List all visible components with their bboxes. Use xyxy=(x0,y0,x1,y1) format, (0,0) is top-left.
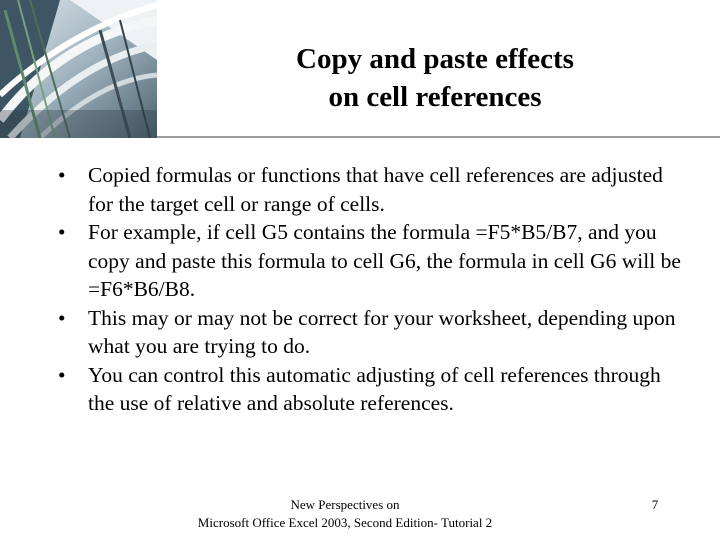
bullet-marker: • xyxy=(58,220,66,244)
bullet-item xyxy=(58,304,688,361)
bullet-text: Copied formulas or functions that have cell references are adjusted for the target cell or range of cells. xyxy=(88,163,663,216)
bullet-list xyxy=(58,161,688,418)
bullet-item xyxy=(58,218,688,304)
footer xyxy=(170,496,520,532)
footer-line-2: Microsoft Office Excel 2003, Second Edition- Tutorial 2 xyxy=(197,515,493,530)
footer-line-1: New Perspectives on xyxy=(290,497,400,512)
bullet-text: For example, if cell G5 contains the formula =F5*B5/B7, and you copy and paste this formula to cell G6, the formula in cell G6 will be =F6*B6/B8. xyxy=(88,220,681,301)
corner-architecture-image xyxy=(0,0,157,138)
bullet-item xyxy=(58,361,688,418)
bullet-text: This may or may not be correct for your worksheet, depending upon what you are trying to do. xyxy=(88,305,676,358)
bullet-marker: • xyxy=(58,163,66,187)
bullet-marker: • xyxy=(58,362,66,387)
title-line-1: Copy and paste effects xyxy=(296,43,574,75)
bullet-marker: • xyxy=(58,305,66,330)
header-divider xyxy=(157,136,720,138)
slide-title xyxy=(180,40,690,116)
title-line-2: on cell references xyxy=(328,81,542,113)
bullet-text: You can control this automatic adjusting of cell references through the use of relative and absolute references. xyxy=(88,362,661,415)
page-number: 7 xyxy=(651,497,659,512)
bullet-item xyxy=(58,161,688,218)
